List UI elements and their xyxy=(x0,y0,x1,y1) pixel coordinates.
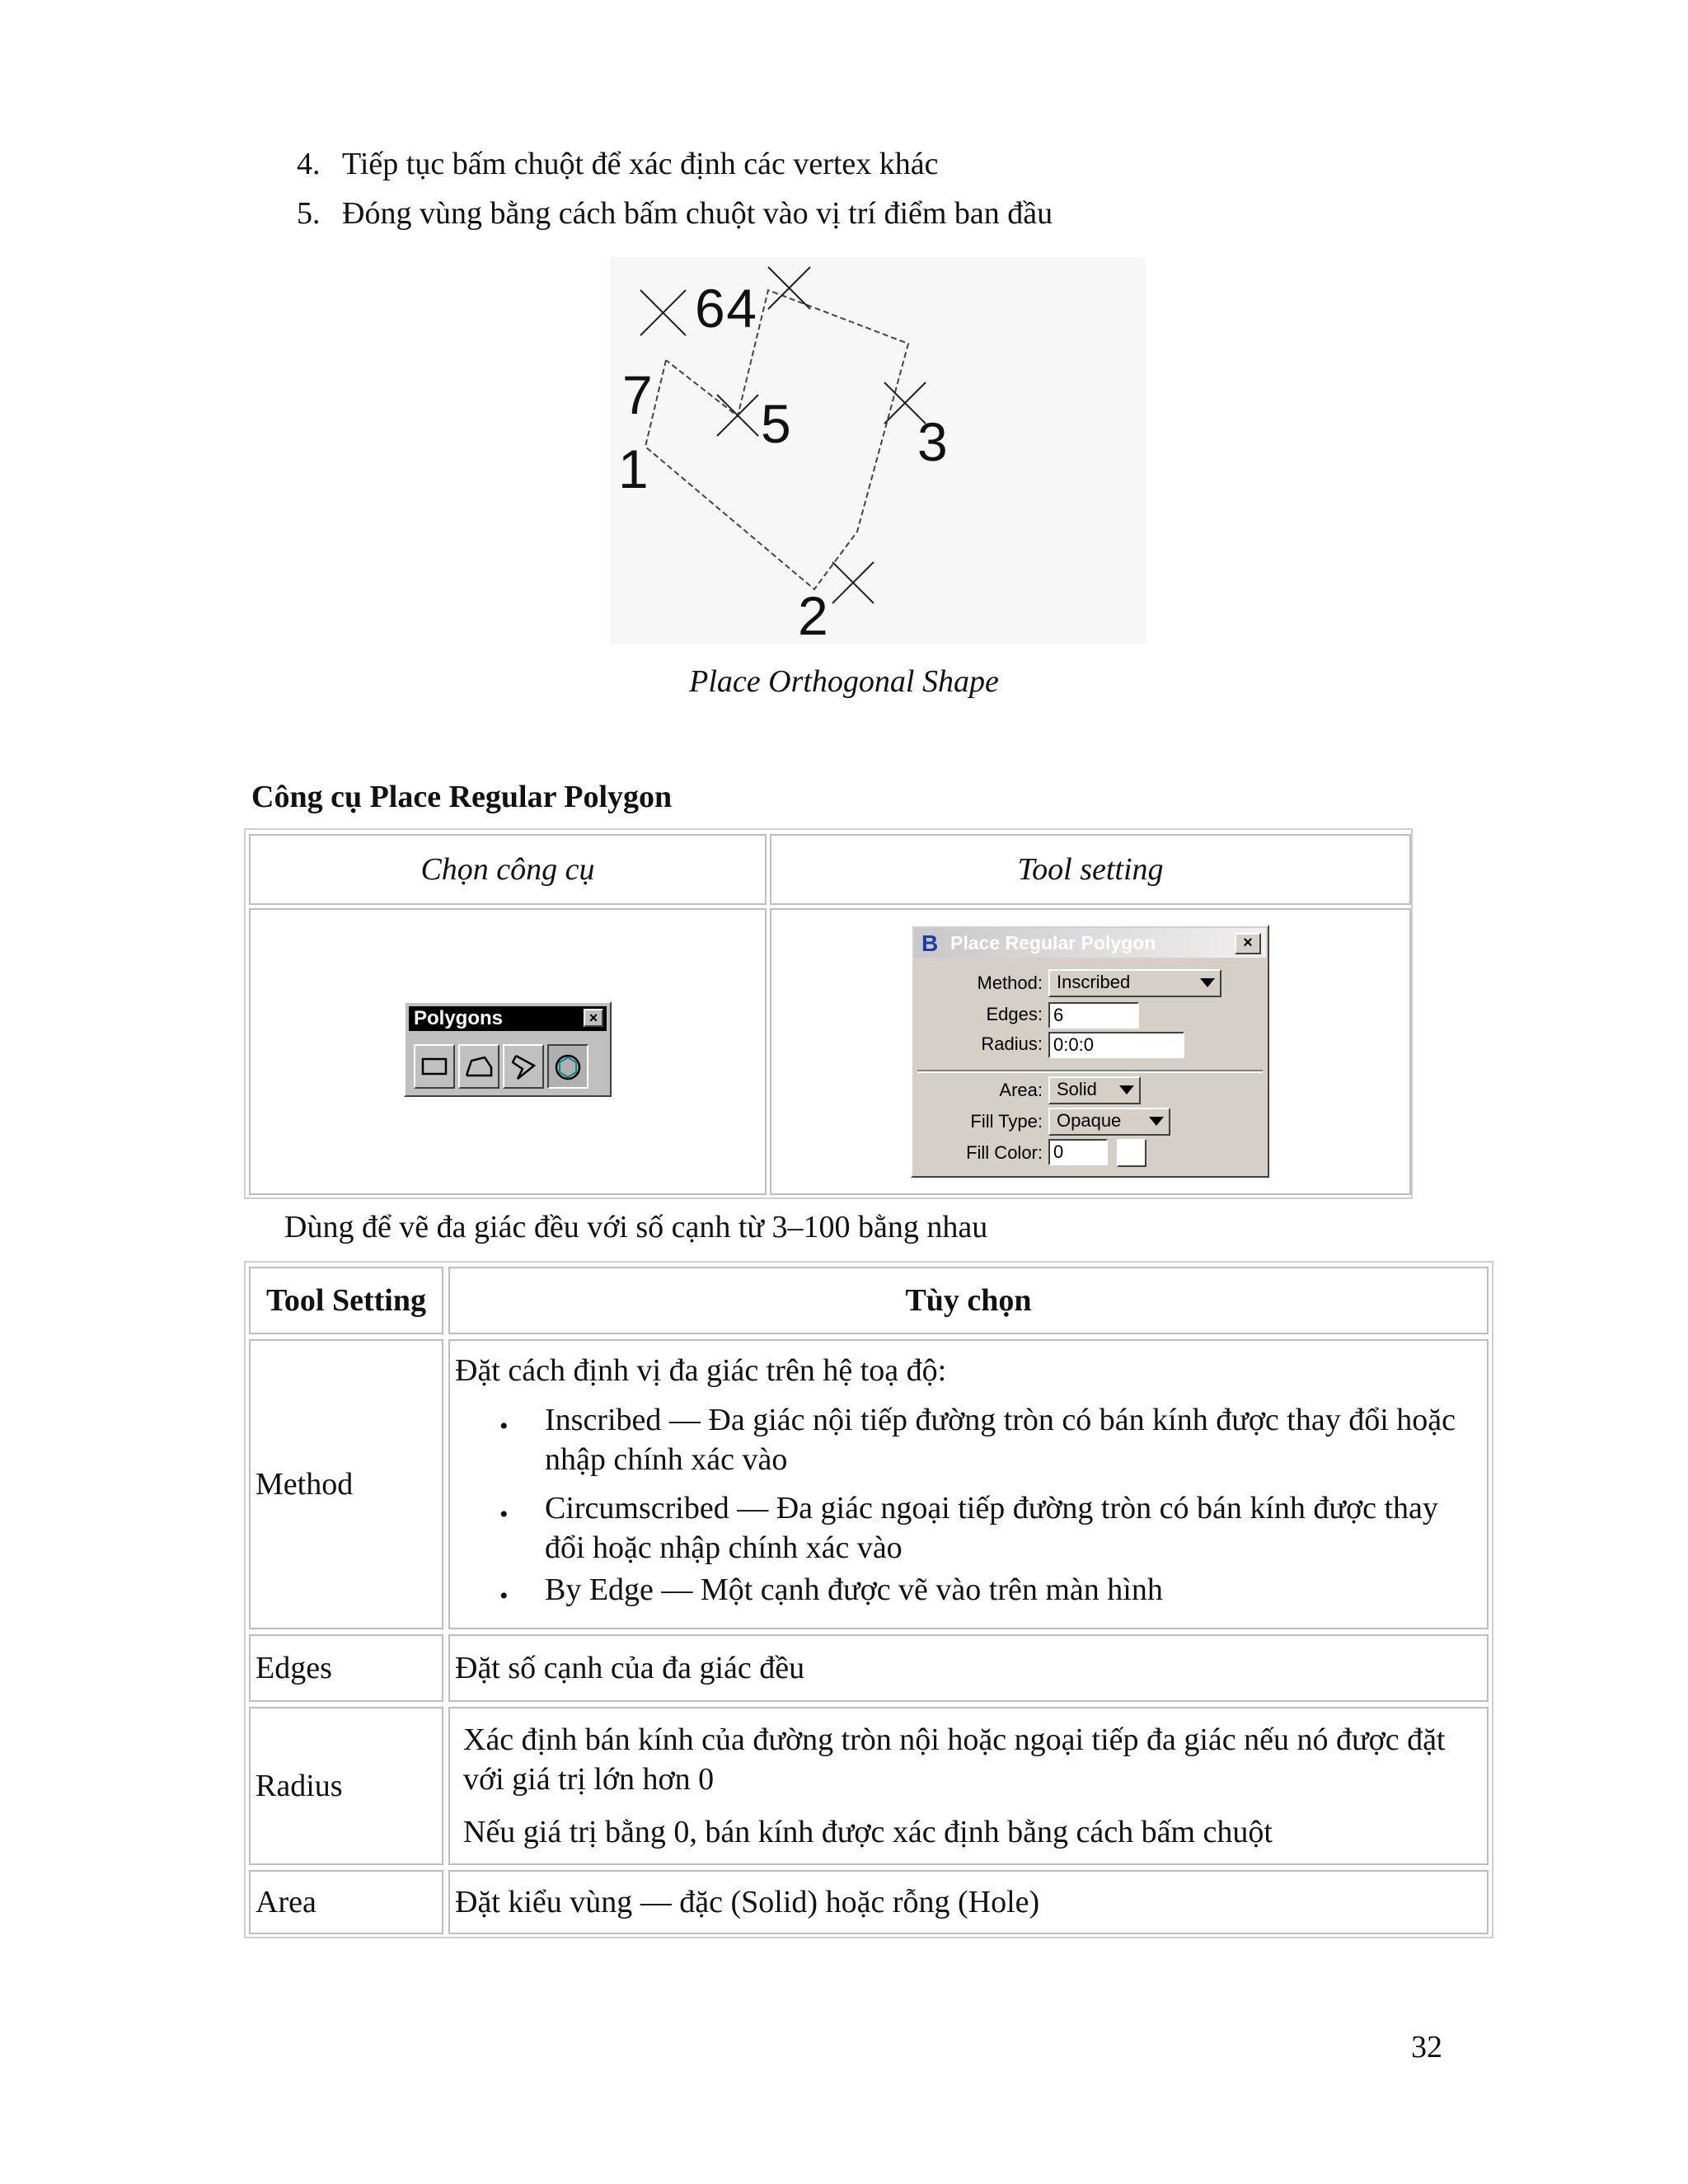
method-select[interactable] xyxy=(1048,969,1221,997)
point-label-4: 4 xyxy=(726,278,757,339)
orthogonal-shape-figure xyxy=(610,257,1146,644)
row-label-method: Method xyxy=(249,1339,443,1629)
palette-title: Polygons xyxy=(414,1007,504,1029)
bullet-icon: • xyxy=(499,1582,509,1610)
step-number: 5. xyxy=(297,196,321,231)
figure-background xyxy=(610,257,1146,644)
point-label-2: 2 xyxy=(798,585,828,644)
edges-input[interactable]: 6 xyxy=(1048,1002,1139,1029)
place-orthogonal-shape-tool-button[interactable] xyxy=(503,1044,544,1089)
section-heading: Công cụ Place Regular Polygon xyxy=(251,780,673,814)
list-item xyxy=(0,144,1688,184)
options-header-option: Tùy chọn xyxy=(448,1267,1489,1334)
method-label: Method: xyxy=(977,972,1043,993)
row-label-area: Area xyxy=(249,1870,443,1934)
area-select[interactable] xyxy=(1048,1076,1141,1104)
row-desc-method xyxy=(448,1339,1489,1629)
point-label-7: 7 xyxy=(622,364,653,425)
method-option-by-edge: By Edge — Một cạnh được vẽ vào trên màn hình xyxy=(545,1572,1163,1607)
radius-label: Radius: xyxy=(981,1033,1043,1054)
polygons-palette xyxy=(404,1001,612,1097)
orthogonal-shape-icon xyxy=(504,1046,542,1087)
tool-table-header-setting: Tool setting xyxy=(770,834,1411,905)
settings-title-bar xyxy=(914,928,1266,958)
svg-text:B: B xyxy=(921,931,939,954)
fill-type-value: Opaque xyxy=(1057,1110,1122,1131)
fill-color-input[interactable]: 0 xyxy=(1048,1139,1108,1165)
list-item xyxy=(0,194,1688,233)
place-block-tool-button[interactable] xyxy=(414,1044,455,1089)
fill-color-swatch[interactable] xyxy=(1117,1139,1146,1167)
tool-table-header-select: Chọn công cụ xyxy=(249,834,767,905)
bullet-icon: • xyxy=(499,1413,509,1440)
place-regular-polygon-tool-button[interactable] xyxy=(547,1044,588,1089)
area-value: Solid xyxy=(1057,1079,1097,1099)
figure-caption: Place Orthogonal Shape xyxy=(689,664,999,699)
row-desc-area: Đặt kiểu vùng — đặc (Solid) hoặc rỗng (Hole) xyxy=(448,1870,1489,1934)
regular-polygon-icon xyxy=(549,1046,587,1087)
chevron-down-icon xyxy=(1149,1117,1164,1126)
step-text: Đóng vùng bằng cách bấm chuột vào vị trí điểm ban đầu xyxy=(342,196,1053,231)
rectangle-icon xyxy=(415,1046,453,1087)
point-label-6: 6 xyxy=(695,278,725,339)
radius-text-1: Xác định bán kính của đường tròn nội hoặc ngoại tiếp đa giác nếu nó được đặt với giá trị lớn hơn 0 xyxy=(463,1722,1446,1797)
page-number: 32 xyxy=(1411,2030,1442,2064)
shape-icon xyxy=(460,1046,498,1087)
step-number: 4. xyxy=(297,147,321,181)
radius-input[interactable]: 0:0:0 xyxy=(1048,1032,1184,1058)
place-shape-tool-button[interactable] xyxy=(458,1044,499,1089)
edges-label: Edges: xyxy=(986,1004,1043,1024)
point-label-3: 3 xyxy=(917,411,948,472)
options-header-setting: Tool Setting xyxy=(249,1267,443,1334)
row-label-radius: Radius xyxy=(249,1707,443,1865)
chevron-down-icon xyxy=(1119,1085,1134,1094)
settings-close-button[interactable]: × xyxy=(1235,933,1261,954)
step-text: Tiếp tục bấm chuột để xác định các vertex khác xyxy=(342,147,939,181)
row-label-edges: Edges xyxy=(249,1634,443,1702)
fill-color-label: Fill Color: xyxy=(966,1142,1043,1163)
settings-title: Place Regular Polygon xyxy=(950,932,1156,954)
fill-type-select[interactable] xyxy=(1048,1108,1170,1136)
tool-description: Dùng để vẽ đa giác đều với số cạnh từ 3–100 bằng nhau xyxy=(284,1210,988,1244)
area-label: Area: xyxy=(999,1080,1043,1100)
palette-close-button[interactable]: × xyxy=(584,1009,603,1027)
point-label-5: 5 xyxy=(761,393,791,454)
tool-settings-window xyxy=(911,925,1269,1178)
method-value: Inscribed xyxy=(1057,972,1131,992)
radius-text-2: Nếu giá trị bằng 0, bán kính được xác định bằng cách bấm chuột xyxy=(463,1815,1273,1849)
palette-title-bar xyxy=(409,1006,607,1031)
point-label-1: 1 xyxy=(618,438,649,499)
fill-type-label: Fill Type: xyxy=(970,1111,1043,1132)
row-desc-edges: Đặt số cạnh của đa giác đều xyxy=(448,1634,1489,1702)
method-intro: Đặt cách định vị đa giác trên hệ toạ độ: xyxy=(455,1353,947,1388)
row-desc-radius xyxy=(448,1707,1489,1865)
chevron-down-icon xyxy=(1200,978,1215,987)
method-option-circumscribed: Circumscribed — Đa giác ngoại tiếp đường tròn có bán kính được thay đổi hoặc nhập chính xác vào xyxy=(545,1491,1438,1565)
settings-divider xyxy=(917,1070,1263,1073)
microstation-logo-icon xyxy=(919,931,944,954)
method-option-inscribed: Inscribed — Đa giác nội tiếp đường tròn có bán kính được thay đổi hoặc nhập chính xác vào xyxy=(545,1403,1456,1477)
bullet-icon: • xyxy=(499,1501,509,1528)
